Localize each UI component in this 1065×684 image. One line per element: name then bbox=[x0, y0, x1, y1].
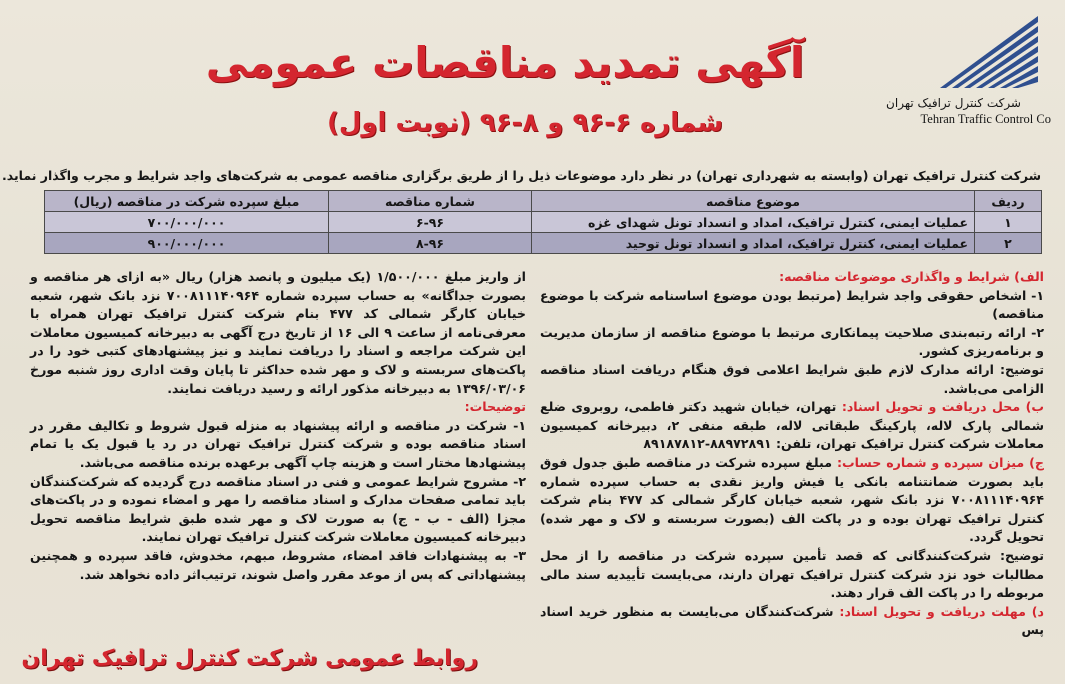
tenders-table bbox=[44, 190, 1042, 254]
section-d-text: شرکت‌کنندگان می‌بایست به منظور خرید اسناد پس bbox=[540, 603, 1044, 638]
notice-subtitle: شماره ۶-۹۶ و ۸-۹۶ (نوبت اول) bbox=[326, 108, 724, 138]
section-b-text: تهران، خیابان شهید دکتر فاطمی، روبروی ضلع شمالی پارک لاله، پارکینگ طبقاتی لاله، طبقه منفی ۲، دبیرخانه کمیسیون معاملات شرکت کنترل ترافیک تهران، تلفن: ۸۸۹۷۲۸۹۱-۸۹۱۸۷۸۱۲ bbox=[540, 399, 1044, 452]
table-header-row bbox=[45, 191, 1042, 212]
section-d-title: د) مهلت دریافت و تحویل اسناد: bbox=[839, 603, 1044, 619]
section-b-title: ب) محل دریافت و تحویل اسناد: bbox=[841, 399, 1045, 415]
section-b bbox=[540, 398, 1044, 454]
section-d-continuation: از واریز مبلغ ۱/۵۰۰/۰۰۰ (یک میلیون و پانصد هزار) ریال «به ازای هر مناقصه و بصورت جداگانه» به حساب سپرده شماره ۷۰۰۸۱۱۱۴۰۹۶۴ نزد بانک شهر، شعبه خیابان کارگر شمالی کد ۴۷۷ بنام شرکت کنترل ترافیک تهران همراه با معرفی‌نامه از ساعت ۹ الی ۱۶ از تاریخ درج آگهی به دبیرخانه کمیسیون معاملات این شرکت مراجعه و اسناد را دریافت نمایند و نیز پیشنهادهای کتبی خود را در پاکت‌های سربسته و لاک و مهر شده حداکثر تا پایان وقت اداری روز شنبه مورخ ۱۳۹۶/۰۳/۰۶ به دبیرخانه مذکور ارائه و رسید دریافت نمایند. bbox=[30, 269, 527, 396]
footer-signature: روابط عمومی شرکت کنترل ترافیک تهران bbox=[21, 646, 478, 671]
header-deposit: مبلغ سپرده شرکت در مناقصه (ریال) bbox=[45, 191, 329, 212]
cell-deposit: ۷۰۰/۰۰۰/۰۰۰ bbox=[45, 212, 329, 233]
intro-text: شرکت کنترل ترافیک تهران (وابسته به شهرداری تهران) در نظر دارد موضوعات ذیل را از طریق برگزاری مناقصه عمومی به شرکت‌های واجد شرایط و مجرب واگذار نماید. bbox=[1, 168, 1041, 183]
company-name-fa: شرکت کنترل ترافیک تهران bbox=[886, 96, 1021, 110]
section-d bbox=[540, 603, 1044, 640]
table-row bbox=[45, 212, 1042, 233]
section-c bbox=[540, 454, 1044, 547]
company-name-en: Tehran Traffic Control Co bbox=[920, 112, 1051, 126]
cell-deposit: ۹۰۰/۰۰۰/۰۰۰ bbox=[45, 233, 329, 254]
cell-tender-number: ۸-۹۶ bbox=[329, 233, 532, 254]
left-column bbox=[30, 268, 526, 584]
cell-row-number: ۲ bbox=[975, 233, 1042, 254]
section-c-title: ج) میزان سپرده و شماره حساب: bbox=[836, 454, 1045, 470]
header-tender-number: شماره مناقصه bbox=[329, 191, 532, 212]
notice-title: آگهی تمدید مناقصات عمومی bbox=[205, 38, 805, 87]
note-2: ۲- مشروح شرایط عمومی و فنی در اسناد مناقصه درج گردیده که شرکت‌کنندگان باید تمامی صفحات مدارک و اسناد مناقصه را مهر و امضاء نموده و در پاکت‌های مجزا (الف - ب - ج) به صورت لاک و مهر شده طبق شرایط مناقصه تحویل دبیرخانه کمیسیون معاملات شرکت کنترل ترافیک تهران نمایند. bbox=[30, 473, 526, 545]
header-subject: موضوع مناقصه bbox=[532, 191, 975, 212]
cell-row-number: ۱ bbox=[975, 212, 1042, 233]
cell-subject: عملیات ایمنی، کنترل ترافیک، امداد و انسداد تونل توحید bbox=[532, 233, 975, 254]
section-a-item-1: ۱- اشخاص حقوقی واجد شرایط (مرتبط بودن موضوع اساسنامه شرکت با موضوع مناقصه) bbox=[540, 287, 1044, 322]
notes-title: توضیحات: bbox=[464, 399, 526, 415]
cell-subject: عملیات ایمنی، کنترل ترافیک، امداد و انسداد تونل شهدای غزه bbox=[532, 212, 975, 233]
tehran-traffic-control-logo bbox=[940, 14, 1040, 90]
note-1: ۱- شرکت در مناقصه و ارائه پیشنهاد به منزله قبول شروط و تکالیف مقرر در اسناد مناقصه بوده و شرکت کنترل ترافیک تهران در رد یا قبول یک یا تمام پیشنهادها مختار است و هزینه چاپ آگهی برعهده برنده مناقصه می‌باشد. bbox=[30, 417, 526, 470]
header-row-number: ردیف bbox=[975, 191, 1042, 212]
section-c-note: توضیح: شرکت‌کنندگانی که قصد تأمین سپرده شرکت در مناقصه را از محل مطالبات خود نزد شرکت کنترل ترافیک تهران دارند، می‌بایست تأییدیه سند مالی مربوطه را در پاکت الف قرار دهند. bbox=[540, 547, 1044, 601]
section-a-note: توضیح: ارائه مدارک لازم طبق شرایط اعلامی فوق هنگام دریافت اسناد مناقصه الزامی می‌باشد. bbox=[540, 361, 1044, 396]
cell-tender-number: ۶-۹۶ bbox=[329, 212, 532, 233]
right-column bbox=[540, 268, 1044, 640]
section-a-title: الف) شرایط و واگذاری موضوعات مناقصه: bbox=[779, 269, 1044, 284]
section-c-text: مبلغ سپرده شرکت در مناقصه طبق جدول فوق باید بصورت ضمانتنامه بانکی یا فیش واریز نقدی به حساب سپرده شماره ۷۰۰۸۱۱۱۴۰۹۶۴ نزد بانک شهر، شعبه خیابان کارگر شمالی کد ۴۷۷ بنام شرکت کنترل ترافیک تهران بوده و در پاکت الف (بصورت سربسته و لاک و مهر شده) تحویل گردد. bbox=[540, 454, 1044, 545]
section-a-item-2: ۲- ارائه رتبه‌بندی صلاحیت پیمانکاری مرتبط با موضوع مناقصه از سازمان مدیریت و برنامه‌ریزی کشور. bbox=[540, 324, 1044, 359]
note-3: ۳- به پیشنهادات فاقد امضاء، مشروط، مبهم، مخدوش، فاقد سپرده و همچنین پیشنهاداتی که پس از موعد مقرر واصل شوند، ترتیب‌اثر داده نخواهد شد. bbox=[30, 547, 526, 582]
table-row bbox=[45, 233, 1042, 254]
